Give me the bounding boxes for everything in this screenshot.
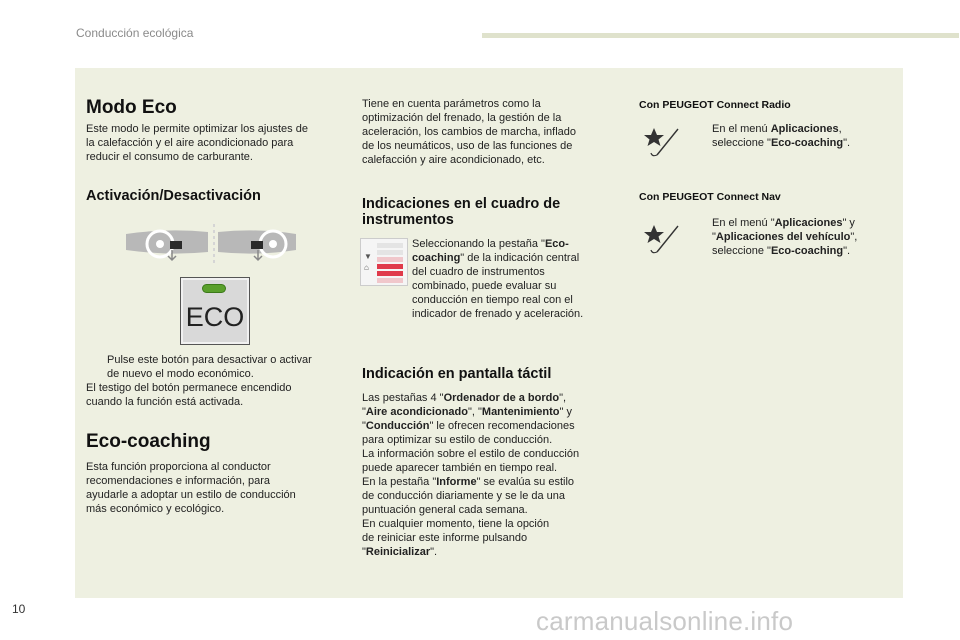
activacion-bullet-text: Pulse este botón para desactivar o activar de nuevo el modo económico. [107,354,312,380]
watermark: carmanualsonline.info [536,606,794,636]
modo-eco-heading: Modo Eco [86,97,177,118]
pantalla-text: Las pestañas 4 "Ordenador de a bordo", "Aire acondicionado", "Mantenimiento" y "Conducción" le ofrecen recomendaciones para optimizar su estilo de conducción. La información sobre el estilo de conducción puede aparecer también en tiempo real. En la pestaña "Informe" se evalúa su estilo de conducción diariamente y se le da una puntuación general cada semana. En cualquier momento, tiene la opción de reiniciar este informe pulsando "Reinicializar". [362,392,580,558]
modo-eco-text: Este modo le permite optimizar los ajustes de la calefacción y el aire acondicionado para reducir el consumo de carburante. [86,123,308,163]
connect-nav-heading: Con PEUGEOT Connect Nav [639,191,781,203]
connect-nav-text: En el menú "Aplicaciones" y "Aplicaciones del vehículo", seleccione "Eco-coaching". [712,217,858,257]
star-pen-icon [643,125,683,159]
page-number: 10 [12,602,26,616]
tab-home-icon: ⌂ [364,263,369,272]
ecocoaching-heading: Eco-coaching [86,431,211,452]
pantalla-heading: Indicación en pantalla táctil [362,366,552,382]
header-bar [482,33,959,38]
intro-text: Tiene en cuenta parámetros como la optimización del frenado, la gestión de la aceleración, los cambios de marcha, inflado de los neumáticos, uso de las funciones de calefacción y aire acondicionado, etc. [362,98,577,166]
indicaciones-heading: Indicaciones en el cuadro de instrumentos [362,196,561,228]
indicaciones-text: Seleccionando la pestaña "Eco- coaching" de la indicación central del cuadro de instrumentos combinado, puede evaluar su conducción en tiempo real con el indicador de frenado y aceleración. [412,238,584,320]
connect-radio-heading: Con PEUGEOT Connect Radio [639,99,791,111]
activacion-heading: Activación/Desactivación [86,188,261,204]
connect-radio-text: En el menú Aplicaciones, seleccione "Eco-coaching". [712,123,851,149]
eco-button-illustration [180,277,250,345]
star-pen-icon [643,222,683,256]
eco-button-label: ECO [185,302,245,332]
tab-down-arrow-icon: ▼ [364,252,372,261]
instrument-tab-icon [360,238,408,286]
page-header-title: Conducción ecológica [76,26,194,40]
eco-indicator-led [203,285,225,292]
testigo-text: El testigo del botón permanece encendido cuando la función está activada. [86,382,292,408]
steering-wheel-illustration [118,224,298,264]
ecocoaching-text: Esta función proporciona al conductor recomendaciones e información, para ayudarle a adoptar un estilo de conducción más económico y ecológico. [86,461,296,515]
